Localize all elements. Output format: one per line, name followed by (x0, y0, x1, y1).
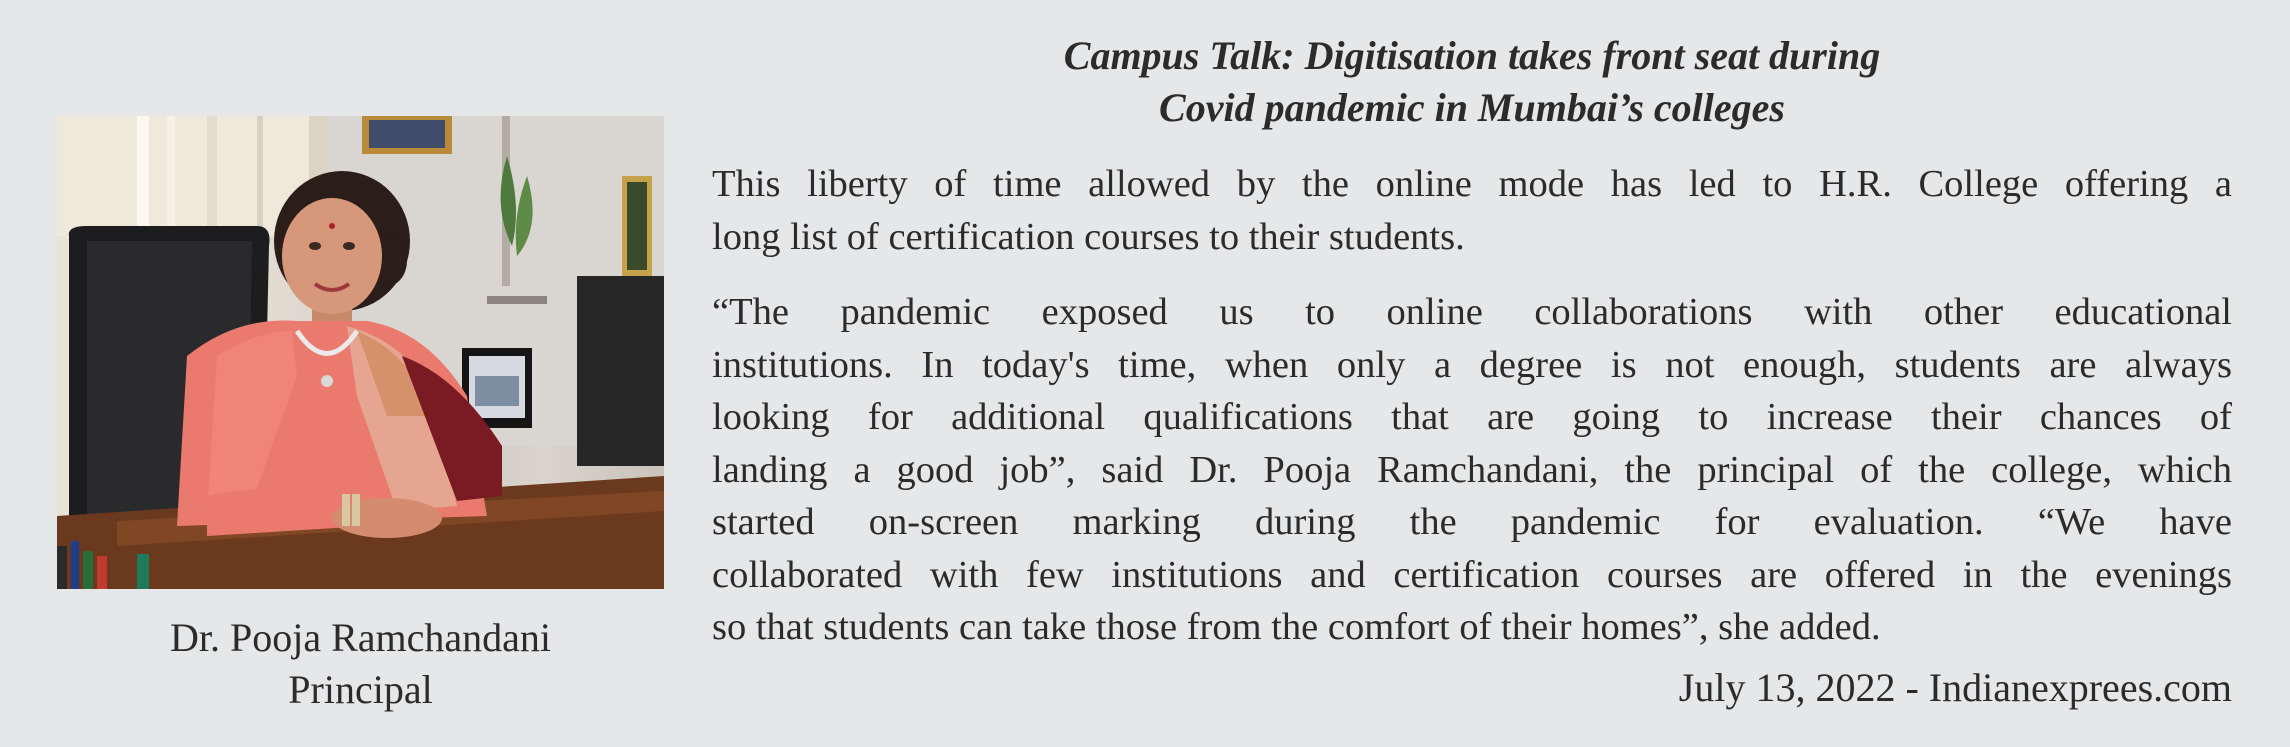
source-footer: July 13, 2022 - Indianexprees.com (1678, 665, 2232, 710)
paragraph-2-line: landing a good job”, said Dr. Pooja Ramchandani, the principal of the college, which (712, 448, 2232, 491)
article-title (712, 30, 2232, 134)
caption-name: Dr. Pooja Ramchandani (169, 615, 552, 660)
principal-photo-illustration (57, 116, 664, 589)
paragraph-2-line: so that students can take those from the comfort of their homes”, she added. (712, 606, 1881, 648)
paragraph-2-line: collaborated with few institutions and certification courses are offered in the evenings (712, 553, 2232, 596)
paragraph-gap (712, 263, 2232, 286)
title-line-2: Covid pandemic in Mumbai’s colleges (1159, 85, 1785, 130)
paragraph-2-line: “The pandemic exposed us to online collaborations with other educational (712, 291, 2232, 333)
paragraph-1-line: long list of certification courses to their students. (712, 215, 1465, 258)
paragraph-1-line: This liberty of time allowed by the online mode has led to H.R. College offering a (712, 163, 2232, 205)
photo-caption (57, 612, 664, 716)
paragraph-2-line: started on-screen marking during the pandemic for evaluation. “We have (712, 501, 2232, 543)
caption-role: Principal (288, 667, 433, 712)
paragraph-2-line: institutions. In today's time, when only a degree is not enough, students are always (712, 343, 2232, 386)
principal-photo (57, 116, 664, 589)
article-body (712, 158, 2232, 654)
title-line-1: Campus Talk: Digitisation takes front seat during (1063, 33, 1881, 78)
paragraph-2-line: looking for additional qualifications that are going to increase their chances of (712, 396, 2232, 438)
